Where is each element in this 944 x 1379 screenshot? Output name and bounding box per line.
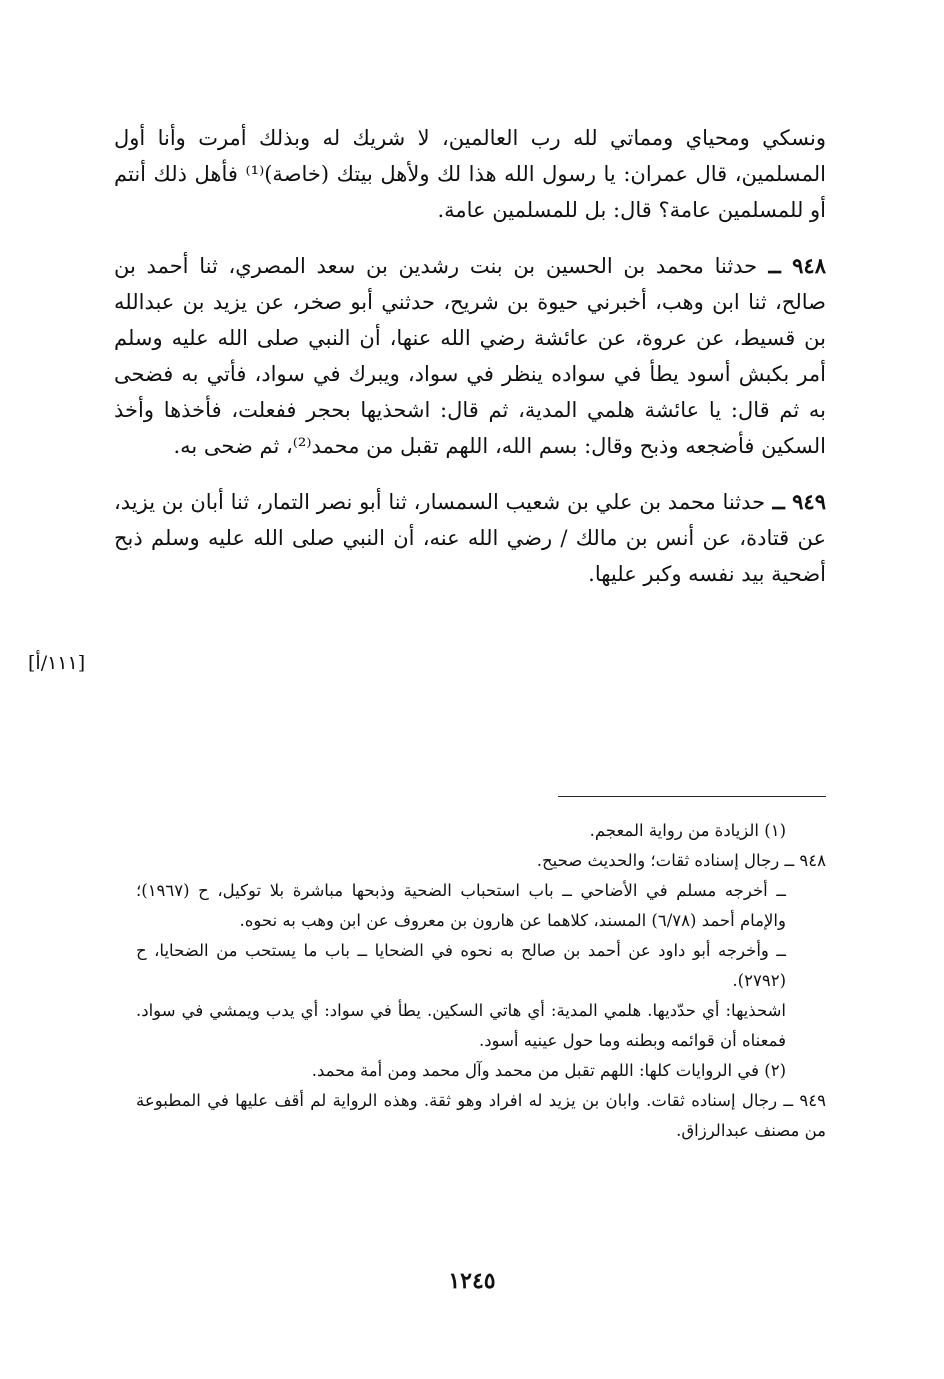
note-948-glossary: اشحذيها: أي حدّديها. هلمي المدية: أي هاتي السكين. يطأ في سواد: أي يدب ويمشي في سواد. فمعناه أن قوائمه وبطنه وما حول عينيه أسود. [136, 1001, 786, 1050]
note-948-takhrij-abudawud: ــ وأخرجه أبو داود عن أحمد بن صالح به نحوه في الضحايا ــ باب ما يستحب من الضحايا، ح (٢٧٩٢). [136, 941, 786, 990]
hadith-949 [114, 484, 826, 592]
footnote-2: (٢) في الروايات كلها: اللهم تقبل من محمد وآل محمد ومن أمة محمد. [311, 1061, 786, 1080]
hadith-dash: ــ [765, 489, 793, 514]
main-text [114, 120, 826, 592]
page-number: ١٢٤٥ [448, 1268, 496, 1294]
hadith-text: حدثنا محمد بن علي بن شعيب السمسار، ثنا أبو نصر التمار، ثنا أبان بن يزيد، عن قتادة، عن أنس بن مالك / رضي الله عنه، أن النبي صلى الله عليه وسلم ذبح أضحية بيد نفسه وكبر عليها. [114, 490, 826, 586]
hadith-text: حدثنا محمد بن الحسين بن بنت رشدين بن سعد المصري، ثنا أحمد بن صالح، ثنا ابن وهب، أخبرني حيوة بن شريح، حدثني أبو صخر، عن يزيد بن عبدالله بن قسيط، عن عروة، عن عائشة رضي الله عنها، أن النبي صلى الله عليه وسلم أمر بكبش أسود يطأ في سواده ينظر في سواد، ويبرك في سواد، فأتي به فضحى به ثم قال: يا عائشة هلمي المدية، ثم قال: اشحذيها بحجر ففعلت، فأخذها وأخذ السكين فأضجعه وذبح وقال: بسم الله، اللهم تقبل من محمد⁽²⁾، ثم ضحى به. [114, 254, 826, 458]
note-948-takhrij-muslim: ــ أخرجه مسلم في الأضاحي ــ باب استحباب الضحية وذبحها مباشرة بلا توكيل، ح (١٩٦٧)؛ والإمام أحمد (٦/٧٨) المسند، كلاهما عن هارون بن معروف عن ابن وهب به نحوه. [136, 881, 786, 930]
footnotes [136, 816, 826, 1146]
hadith-number: ٩٤٩ [792, 489, 826, 514]
manuscript-folio-note: [١١١/أ] [28, 652, 86, 674]
footnote-separator [558, 796, 826, 797]
footnote-1: (١) الزيادة من رواية المعجم. [589, 821, 786, 840]
note-949-grading: ٩٤٩ ــ رجال إسناده ثقات. وابان بن يزيد له افراد وهو ثقة. وهذه الرواية لم أقف عليها في المطبوعة من مصنف عبدالرزاق. [136, 1091, 826, 1140]
hadith-948 [114, 248, 826, 464]
paragraph-continuation: ونسكي ومحياي ومماتي لله رب العالمين، لا شريك له وبذلك أمرت وأنا أول المسلمين، قال عمران: يا رسول الله هذا لك ولأهل بيتك (خاصة)⁽¹⁾ فأهل ذلك أنتم أو للمسلمين عامة؟ قال: بل للمسلمين عامة. [114, 126, 826, 222]
hadith-number: ٩٤٨ [792, 253, 826, 278]
note-948-grading: ٩٤٨ ــ رجال إسناده ثقات؛ والحديث صحيح. [536, 851, 826, 870]
hadith-dash: ــ [757, 253, 793, 278]
